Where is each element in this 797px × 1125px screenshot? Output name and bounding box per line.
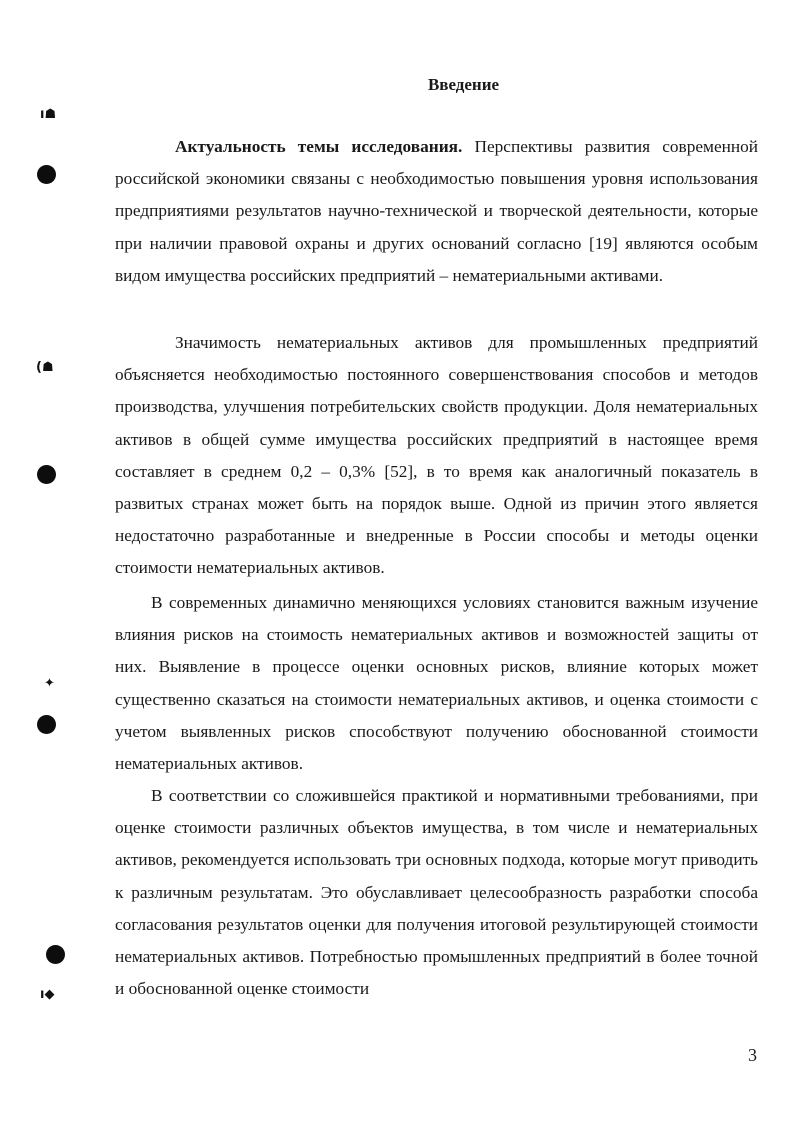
- binding-hole: [37, 715, 56, 734]
- binding-hole: [37, 165, 56, 184]
- scan-artifact-mark: ı☗: [40, 107, 57, 122]
- paragraph-lead: Актуальность темы исследования.: [175, 137, 463, 156]
- page-number: 3: [748, 1045, 757, 1065]
- paragraph-text: Перспективы развития современной российской экономики связаны с необходимостью повышения уровня использования предприятиями результатов научно-технической и творческой деятельности, которые при наличии правовой охраны и других оснований согласно [19] являются особым видом имущества российских предприятий – нематериальными активами.: [115, 137, 758, 285]
- page-title: Введение: [427, 75, 500, 94]
- paragraph-risks: [115, 587, 758, 780]
- scan-artifact-mark: ı◆: [40, 987, 55, 1002]
- paragraph-significance: [115, 327, 758, 585]
- paragraph-text: В соответствии со сложившейся практикой и нормативными требованиями, при оценке стоимости различных объектов имущества, в том числе и нематериальных активов, рекомендуется использовать три основных подхода, которые могут приводить к различным результатам. Это обуславливает целесообразность разработки способа согласования результатов оценки для получения итоговой результирующей стоимости нематериальных активов. Потребностью промышленных предприятий в более точной и обоснованной оценке стоимости: [115, 786, 758, 999]
- scan-artifact-mark: (☗: [36, 360, 54, 375]
- paragraph-relevance: [115, 131, 758, 292]
- binding-hole: [46, 945, 65, 964]
- binding-hole: [37, 465, 56, 484]
- paragraph-text: Значимость нематериальных активов для промышленных предприятий объясняется необходимостью постоянного совершенствования способов и методов производства, улучшения потребительских свойств продукции. Доля нематериальных активов в общей сумме имущества российских предприятий в настоящее время составляет в среднем 0,2 – 0,3% [52], в то время как аналогичный показатель в развитых странах может быть на порядок выше. Одной из причин этого является недостаточно разработанные и внедренные в России способы и методы оценки стоимости нематериальных активов.: [115, 333, 758, 578]
- paragraph-approaches: [115, 780, 758, 1005]
- paragraph-text: В современных динамично меняющихся условиях становится важным изучение влияния рисков на стоимость нематериальных активов и возможностей защиты от них. Выявление в процессе оценки основных рисков, влияние которых может существенно сказаться на стоимости нематериальных активов, и оценка стоимости с учетом выявленных рисков способствуют получению обоснованной стоимости нематериальных активов.: [115, 593, 758, 774]
- scan-artifact-mark: ✦: [44, 676, 55, 691]
